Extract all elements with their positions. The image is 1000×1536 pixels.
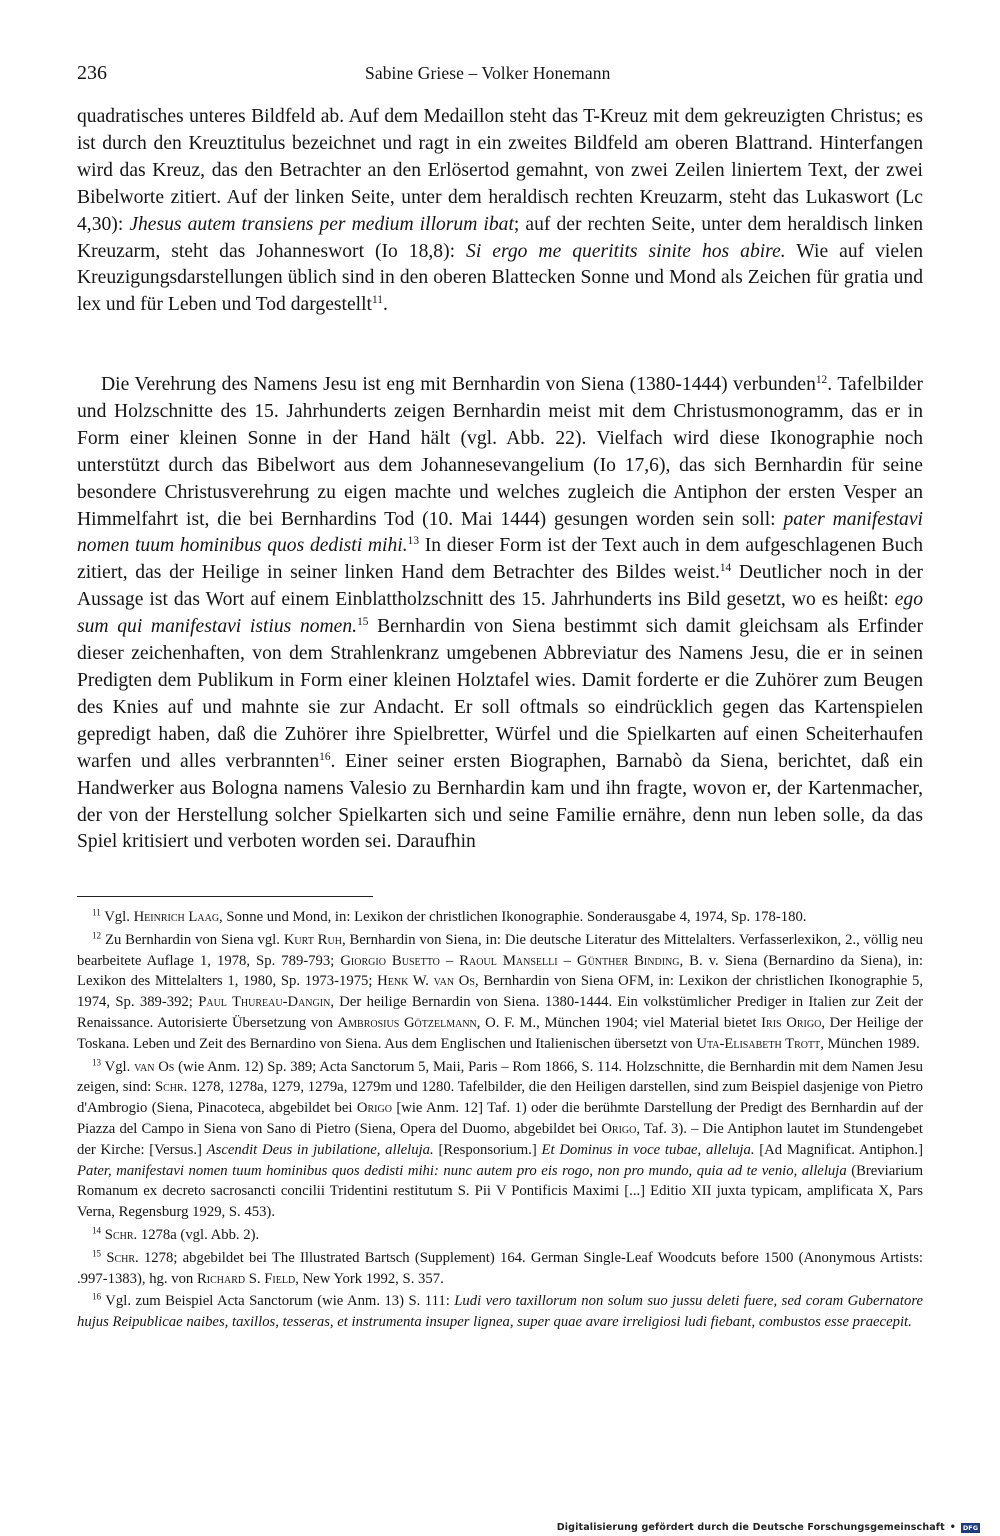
text-run: , Taf. 3). – Die Antiphon lautet im Stundengebet der Kirche: [Versus.] (77, 1120, 923, 1158)
author-name: Origo (601, 1120, 637, 1137)
footnote-number: 16 (92, 1291, 102, 1302)
text-run: [wie Anm. 12] Taf. 1) oder die berühmte Darstellung der Predigt des Bernhardin auf der Piazza del Campo in Siena von Sano di Pietro (Siena, Opera del Duomo, abgebildet bei (77, 1100, 923, 1137)
text-run: , B. v. Siena (Bernardino da Siena), in: Lexikon des Mittelalters 1, 1980, Sp. 1973-1975; (77, 952, 923, 990)
body-paragraph-2 (77, 372, 923, 856)
text-run: , Sonne und Mond, in: Lexikon der christlichen Ikonographie. Sonderausgabe 4, 1974, Sp. 178-180. (219, 909, 807, 925)
footnote-ref-15[interactable]: 15 (357, 616, 369, 629)
body-paragraph-1 (77, 104, 923, 319)
text-run: 1278, 1278a, 1279, 1279a, 1279m und 1280. Tafelbilder, die den Heiligen darstellen, sind zum Beispiel dasjenige von Pietro d'Ambrogio (Siena, Pinacoteca, abgebildet bei (77, 1079, 923, 1117)
footnote-ref-16[interactable]: 16 (319, 750, 331, 763)
footnote-ref-14[interactable]: 14 (719, 562, 732, 575)
text-run: 1278a (vgl. Abb. 2). (137, 1226, 260, 1243)
text-run: Zu Bernhardin von Siena vgl. (101, 931, 284, 948)
text-run: [Ad Magnificat. Antiphon.] (754, 1141, 923, 1158)
footnote-15 (77, 1248, 923, 1290)
latin-quote-woodcut: ego sum qui manifestavi istius nomen. (77, 589, 923, 638)
text-run: . Einer seiner ersten Biographen, Barnabò da Siena, berichtet, daß ein Handwerker aus Bologna namens Valesio zu Bernhardin kam und ihn fragte, wovon er, der Kartenmacher, der von der Herstellung solcher Spielkarten sich und seine Familie ernähre, denn nun leben solle, da das Spiel kritisiert und verboten worden sei. Daraufhin (77, 750, 923, 853)
latin-quote: Ludi vero taxillorum non solum suo jussu deleti fuere, sed coram Gubernatore hujus Reipublicae naibes, taxillos, tesseras, et instrumenta insuper lignea, super quae avare irreligiosi ludi fiebant, combustos esse praecepit. (77, 1293, 924, 1331)
author-name: Richard S. Field (196, 1270, 296, 1287)
dfg-funding-notice (557, 1522, 980, 1533)
author-name: Paul Thureau-Dangin (198, 994, 331, 1011)
text-run: In dieser Form ist der Text auch in dem aufgeschlagenen Buch zitiert, das der Heilige in seiner linken Hand dem Betrachter des Bildes weist. (77, 535, 923, 584)
footnote-divider (77, 896, 373, 897)
footnote-ref-11[interactable]: 11 (372, 294, 383, 307)
text-run: 1278; abgebildet bei The Illustrated Bartsch (Supplement) 164. German Single-Leaf Woodcuts before 1500 (Anonymous Artists: .997-1383), hg. von (77, 1249, 923, 1287)
text-run: , Bernhardin von Siena, in: Die deutsche Literatur des Mittelalters. Verfasserlexikon, 2., völlig neu bearbeitete Auflage 1, 1978, Sp. 789-793; (77, 931, 923, 969)
author-name: Ambrosius Götzelmann (337, 1014, 477, 1031)
bible-quote-lukas: Jhesus autem transiens per medium illorum ibat (129, 213, 514, 235)
footnote-number: 12 (92, 930, 102, 941)
latin-quote: Ascendit Deus in jubilatione, alleluja. (206, 1141, 434, 1158)
author-name: Giorgio Busetto – Raoul Manselli – Günther Binding (340, 952, 680, 969)
author-name: Kurt Ruh (283, 931, 342, 948)
footnote-12 (77, 930, 923, 1055)
footnote-number: 13 (92, 1056, 102, 1067)
footnote-number: 15 (92, 1248, 102, 1259)
bible-quote-johannes: Si ergo me queritits sinite hos abire. (466, 240, 786, 262)
text-run: . (382, 294, 388, 316)
text-run: Vgl. (101, 1058, 135, 1075)
text-run: Vgl. (100, 909, 134, 925)
text-run: , München 1989. (820, 1035, 920, 1052)
latin-quote: Pater, manifestavi nomen tuum hominibus quos dedisti mihi: nunc autem pro eis rogo, non pro mundo, quia ad te venio, alleluja (77, 1162, 847, 1179)
author-name: Origo (356, 1100, 392, 1117)
footnote-ref-12[interactable]: 12 (815, 373, 828, 386)
dfg-logo-icon: DFG (962, 1523, 979, 1532)
author-name: van Os (134, 1058, 175, 1075)
text-run: , New York 1992, S. 357. (295, 1270, 444, 1287)
text-run: Wie auf vielen Kreuzigungsdarstellungen üblich sind in den oberen Blattecken Sonne und Mond als Zeichen für gratia und lex und für Leben und Tod dargestellt (77, 240, 923, 316)
text-run: Vgl. zum Beispiel Acta Sanctorum (wie Anm. 13) S. 111: (101, 1293, 455, 1310)
text-run: , Der heilige Bernardin von Siena. 1380-1444. Ein volkstümlicher Prediger in Italien zur Zeit der Renaissance. Autorisierte Übersetzung von (77, 994, 923, 1031)
running-head: Sabine Griese – Volker Honemann (365, 63, 611, 83)
text-run: [Responsorium.] (433, 1141, 542, 1158)
latin-quote-antiphon: pater manifestavi nomen tuum hominibus quos dedisti mihi. (77, 508, 923, 557)
text-run: (wie Anm. 12) Sp. 389; Acta Sanctorum 5, Maii, Paris – Rom 1866, S. 114. Holzschnitte, die Bernhardin mit dem Namen Jesu zeigen, sind: (77, 1058, 923, 1096)
author-name: Schr. (106, 1249, 139, 1266)
text-run: , O. F. M., München 1904; viel Material bietet (476, 1014, 762, 1031)
latin-quote: Et Dominus in voce tubae, alleluja. (541, 1141, 755, 1158)
text-run: Die Verehrung des Namens Jesu ist eng mit Bernhardin von Siena (1380-1444) verbunden (101, 374, 816, 395)
text-run: Deutlicher noch in der Aussage ist das Wort auf einem Einblattholzschnitt des 15. Jahrhunderts ins Bild gesetzt, wo es heißt: (77, 562, 923, 611)
author-name: Henk W. van Os (377, 973, 475, 990)
footnote-11 (77, 907, 923, 928)
footnote-16 (77, 1291, 923, 1333)
footnote-14 (77, 1225, 923, 1246)
text-run: , Bernhardin von Siena OFM, in: Lexikon der christlichen Ikonographie 5, 1974, Sp. 389-392; (77, 973, 923, 1011)
author-name: Uta-Elisabeth Trott (696, 1035, 821, 1052)
text-run: , Der Heilige der Toskana. Leben und Zeit des Bernardino von Siena. Aus dem Englischen und Italienischen übersetzt von (77, 1014, 923, 1052)
funding-text: Digitalisierung gefördert durch die Deutsche Forschungsgemeinschaft (556, 1522, 945, 1533)
author-name: Heinrich Laag (133, 909, 220, 925)
author-name: Schr. (104, 1226, 138, 1243)
footnote-ref-13[interactable]: 13 (407, 535, 419, 548)
footnote-number: 11 (92, 907, 101, 918)
footnotes (77, 907, 923, 1335)
text-run: ; auf der rechten Seite, unter dem heraldisch linken Kreuzarm, steht das Johanneswort (Io 18,8): (77, 213, 924, 262)
footnote-13 (77, 1057, 923, 1223)
text-run: (Breviarium Romanum ex decreto sacrosancti concilii Tridentini restitutum S. Pii V Pontificis Maximi [...] Editio XII juxta typicam, amplificata X, Pars Verna, Regensburg 1929, S. 453). (77, 1162, 923, 1221)
footnote-number: 14 (92, 1225, 102, 1236)
separator-dot: • (949, 1522, 956, 1533)
author-name: Iris Origo (761, 1014, 822, 1031)
author-name: Schr. (154, 1079, 188, 1096)
page-number: 236 (77, 62, 107, 84)
text-run: . Tafelbilder und Holzschnitte des 15. Jahrhunderts zeigen Bernhardin meist mit dem Christusmonogramm, das er in Form einer kleinen Sonne in der Hand hält (vgl. Abb. 22). Vielfach wird diese Ikonographie noch unterstützt durch das Bibelwort aus dem Johannesevangelium (Io 17,6), das sich Bernhardin für seine besondere Christusverehrung zu eigen machte und welches zugleich die Antiphon der ersten Vesper an Himmelfahrt ist, die bei Bernhardins Tod (10. Mai 1444) gesungen worden sein soll: (77, 374, 923, 530)
text-run: quadratisches unteres Bildfeld ab. Auf dem Medaillon steht das T-Kreuz mit dem gekreuzigten Christus; es ist durch den Kreuztitulus bezeichnet und ragt in ein zweites Bildfeld am oberen Blattrand. Hinterfangen wird das Kreuz, das den Betrachter an den Erlösertod gemahnt, von zwei Zeilen liniertem Text, der zwei Bibelworte zitiert. Auf der linken Seite, unter dem heraldisch rechten Kreuzarm, steht das Lukaswort (Lc 4,30): (77, 106, 923, 235)
text-run: Bernhardin von Siena bestimmt sich damit gleichsam als Erfinder dieser zeichenhaften, von dem Strahlenkranz umgebenen Abbreviatur des Namens Jesu, die er in seinen Predigten dem Publikum in Form einer kleinen Holztafel wies. Damit forderte er die Zuhörer zum Beugen des Knies auf und mahnte sie zur Andacht. Er soll oftmals so eindrücklich gegen das Kartenspielen gepredigt haben, daß die Zuhörer ihre Spielbretter, Würfel und die Spielkarten auf einen Scheiterhaufen warfen und alles verbrannten (77, 616, 923, 772)
